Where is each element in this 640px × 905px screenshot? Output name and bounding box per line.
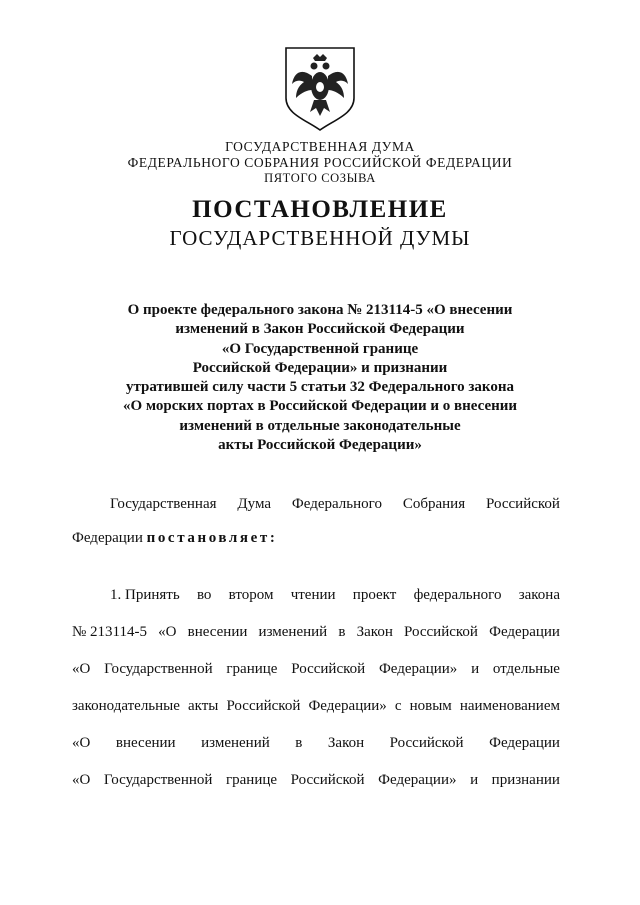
body-word: Российской xyxy=(486,496,560,512)
preamble-line-2 xyxy=(72,530,560,547)
body-word: Собрания xyxy=(402,496,466,512)
heading-line: О проекте федерального закона № 213114-5 «О внесении xyxy=(127,302,513,318)
body-word: Федерации» xyxy=(378,661,458,677)
heading-line: Российской Федерации» и признании xyxy=(192,359,448,376)
item1-line-4 xyxy=(72,698,560,715)
body-word: внесении xyxy=(115,735,176,751)
body-word: границе xyxy=(225,772,278,788)
body-word: Закон xyxy=(327,735,365,751)
body-word: «О xyxy=(158,624,177,640)
document-type: ПОСТАНОВЛЕНИЕ xyxy=(192,196,448,223)
body-word: и xyxy=(470,772,479,788)
body-word: изменений xyxy=(258,624,328,640)
document-heading xyxy=(0,301,640,455)
body-word: 1. Принять xyxy=(110,587,180,603)
body-word: признании xyxy=(491,772,560,788)
body-word: втором xyxy=(228,587,274,603)
body-word: акты xyxy=(187,698,219,714)
body-word: новым xyxy=(409,698,452,714)
heading-line: утратившей силу части 5 статьи 32 Федерального закона xyxy=(125,379,515,396)
body-word: во xyxy=(196,587,212,603)
body-word: Государственной xyxy=(103,772,213,788)
body-word: внесении xyxy=(187,624,248,640)
body-word: Государственная xyxy=(110,496,217,512)
body-word: № 213114-5 xyxy=(72,624,147,640)
body-word: Российской xyxy=(389,735,464,751)
body-word: Дума xyxy=(237,496,272,512)
item1-line-3 xyxy=(72,661,560,678)
body-word: с xyxy=(394,698,402,714)
body-word: изменений xyxy=(201,735,270,751)
heading-line: изменений в отдельные законодательные xyxy=(179,417,461,434)
body-word: «О xyxy=(72,735,91,751)
state-emblem-icon xyxy=(282,46,358,132)
body-word: Федерального xyxy=(291,496,382,512)
body-word: Российской xyxy=(226,698,301,714)
body-word: в xyxy=(295,735,303,751)
item1-line-5 xyxy=(72,735,560,752)
body-word: закона xyxy=(518,587,560,603)
body-word: федерального xyxy=(413,587,502,603)
heading-line: изменений в Закон Российской Федерации xyxy=(175,321,465,338)
header-line-duma: ГОСУДАРСТВЕННАЯ ДУМА xyxy=(225,139,415,154)
body-word: наименованием xyxy=(459,698,560,714)
body-word: законодательные xyxy=(72,698,180,714)
body-word: в xyxy=(338,624,346,640)
body-word: Федерации xyxy=(489,735,560,751)
body-word: Федерации» xyxy=(308,698,387,714)
body-word: проект xyxy=(352,587,397,603)
heading-line: «О морских портах в Российской Федерации и о внесении xyxy=(122,398,518,415)
preamble-action: постановляет: xyxy=(146,530,278,546)
preamble-subject: Федерации xyxy=(72,530,143,546)
body-word: Государственной xyxy=(104,661,213,677)
body-word: Федерации» xyxy=(378,772,457,788)
body-word: отдельные xyxy=(492,661,560,677)
item1-line-1 xyxy=(110,587,560,604)
body-word: Закон xyxy=(356,624,393,640)
body-word: границе xyxy=(226,661,278,677)
preamble-line-1 xyxy=(110,496,560,513)
item1-line-6 xyxy=(72,772,560,789)
body-word: Российской xyxy=(404,624,478,640)
header-line-convocation: ПЯТОГО СОЗЫВА xyxy=(264,171,376,185)
document-subtype: ГОСУДАРСТВЕННОЙ ДУМЫ xyxy=(169,226,471,250)
heading-line: акты Российской Федерации» xyxy=(218,437,422,454)
item1-line-2 xyxy=(72,624,560,641)
header-line-assembly: ФЕДЕРАЛЬНОГО СОБРАНИЯ РОССИЙСКОЙ ФЕДЕРАЦИИ xyxy=(127,155,513,170)
body-word: Федерации xyxy=(489,624,560,640)
body-word: Российской xyxy=(290,772,365,788)
body-word: «О xyxy=(72,772,91,788)
body-word: и xyxy=(471,661,480,677)
body-word: «О xyxy=(72,661,91,677)
body-word: Российской xyxy=(291,661,366,677)
heading-line: «О Государственной границе xyxy=(221,340,419,357)
body-word: чтении xyxy=(290,587,336,603)
